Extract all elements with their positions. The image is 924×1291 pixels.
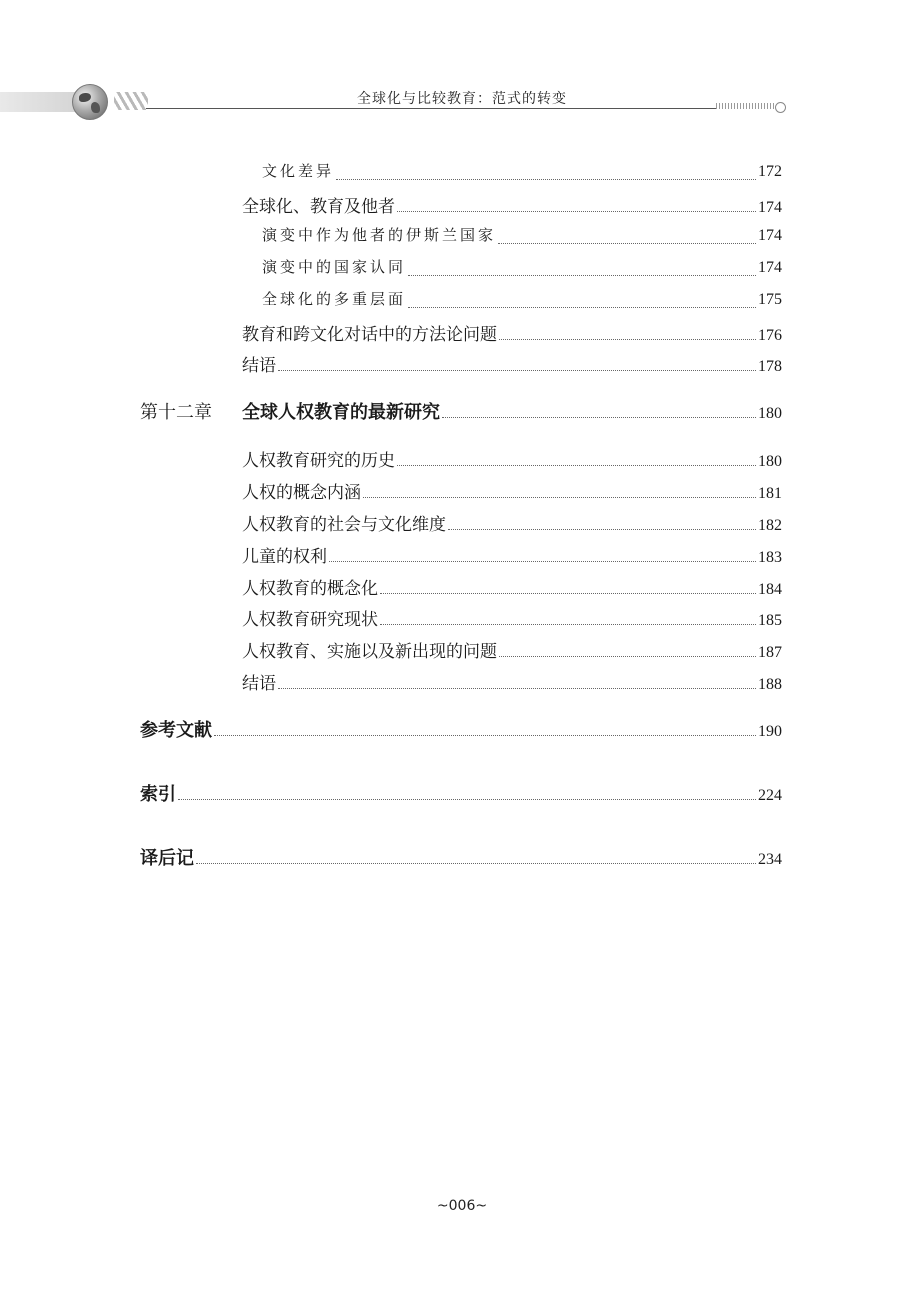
dot-leader [278,369,756,371]
toc-entry-page: 176 [758,327,782,344]
dot-leader [442,416,756,418]
header-rule [146,108,716,109]
toc-entry-page: 175 [758,291,782,308]
dot-leader [196,862,756,864]
dot-leader [380,623,756,625]
toc-entry[interactable] [242,574,782,600]
toc-entry-page: 182 [758,517,782,534]
chapter-title: 全球人权教育的最新研究 [242,402,440,423]
toc-entry-title: 全球化、教育及他者 [242,197,395,217]
toc-entry-page: 174 [758,227,782,244]
dot-leader [278,687,756,689]
toc-entry-page: 234 [758,851,782,868]
dot-leader [214,734,756,736]
toc-entry-title: 演变中的国家认同 [262,258,407,276]
toc-entry[interactable] [242,510,782,536]
toc-section-entry[interactable] [140,716,782,742]
toc-entry[interactable] [262,224,782,250]
toc-entry-page: 181 [758,485,782,502]
dot-leader [178,798,756,800]
toc-entry-page: 224 [758,787,782,804]
dot-leader [380,592,756,594]
toc-entry-page: 188 [758,676,782,693]
chapter-number: 第十二章 [140,402,212,423]
toc-entry[interactable] [242,637,782,663]
toc-entry-page: 180 [758,453,782,470]
toc-section-entry[interactable] [140,844,782,870]
toc-section-entry[interactable] [140,780,782,806]
toc-entry[interactable] [242,192,782,218]
toc-entry-page: 187 [758,644,782,661]
toc-entry-title: 人权教育的概念化 [242,579,378,599]
toc-entry-page: 190 [758,723,782,740]
toc-entry-title: 文化差异 [262,162,335,180]
toc-entry[interactable] [242,320,782,346]
dot-leader [499,655,756,657]
toc-entry[interactable] [262,160,782,186]
dot-leader [448,528,756,530]
toc-entry[interactable] [242,351,782,377]
dot-leader [408,306,756,308]
dot-leader [336,178,756,180]
toc-entry-title: 全球化的多重层面 [262,290,407,308]
toc-entry-page: 174 [758,259,782,276]
toc-entry[interactable] [242,446,782,472]
toc-entry[interactable] [262,288,782,314]
toc-entry[interactable] [242,542,782,568]
toc-entry-page: 174 [758,199,782,216]
toc-entry-title: 人权教育研究的历史 [242,451,395,471]
toc-entry-page: 184 [758,581,782,598]
toc-entry-title: 参考文献 [140,720,212,741]
toc-entry-page: 178 [758,358,782,375]
toc-entry-page: 185 [758,612,782,629]
toc-entry-title: 人权教育研究现状 [242,610,378,630]
toc-entry-page: 172 [758,163,782,180]
toc-entry[interactable] [242,669,782,695]
toc-entry-title: 译后记 [140,848,194,869]
toc-entry-title: 演变中作为他者的伊斯兰国家 [262,226,497,244]
toc-chapter-entry[interactable] [140,398,782,424]
dot-leader [408,274,756,276]
dot-leader [499,338,756,340]
dot-leader [397,210,756,212]
toc-entry-title: 人权的概念内涵 [242,483,361,503]
toc-entry-title: 索引 [140,784,176,805]
toc-entry[interactable] [242,605,782,631]
dot-leader [363,496,756,498]
dot-leader [498,242,756,244]
page-number: ~006~ [436,1198,488,1214]
dot-leader [329,560,756,562]
toc-entry-page: 183 [758,549,782,566]
running-head-title: 全球化与比较教育：范式的转变 [357,91,567,107]
toc-entry-title: 结语 [242,356,276,376]
toc-entry-title: 儿童的权利 [242,547,327,567]
toc-entry-title: 结语 [242,674,276,694]
toc-entry-title: 教育和跨文化对话中的方法论问题 [242,325,497,345]
toc-entry-page: 180 [758,405,782,422]
toc-entry[interactable] [262,256,782,282]
toc-entry-title: 人权教育、实施以及新出现的问题 [242,642,497,662]
toc-entry[interactable] [242,478,782,504]
dot-leader [397,464,756,466]
toc-entry-title: 人权教育的社会与文化维度 [242,515,446,535]
